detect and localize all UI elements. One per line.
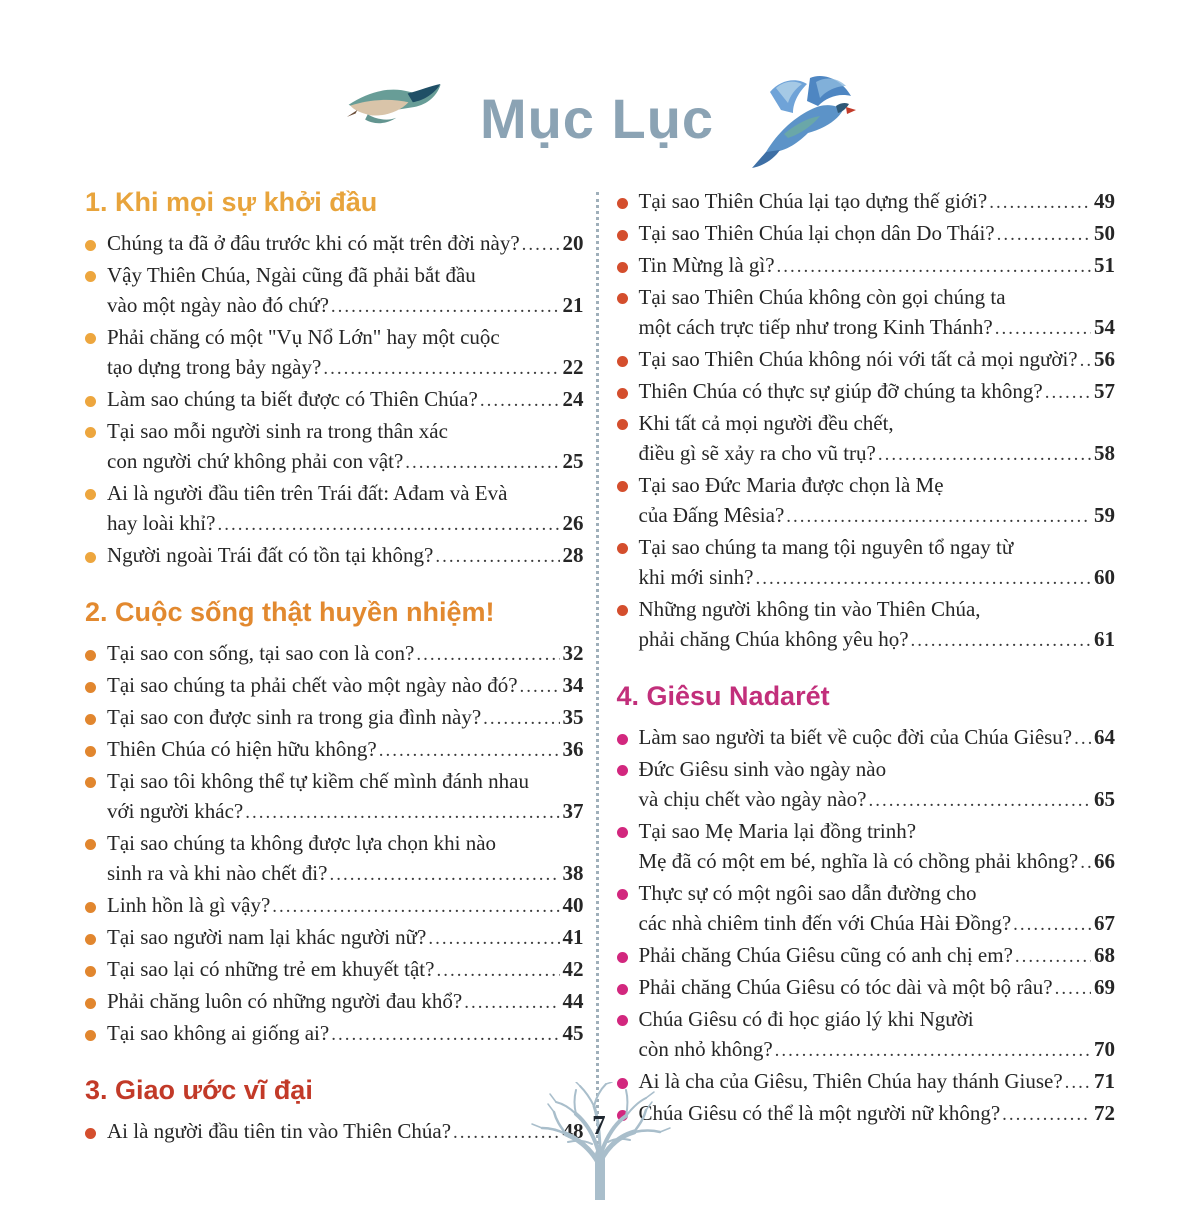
dot-leader	[464, 988, 559, 1018]
entry-text: Mẹ đã có một em bé, nghĩa là có chồng phải không?	[638, 849, 1079, 873]
entry-text: Tại sao chúng ta phải chết vào một ngày nào đó?	[107, 673, 518, 697]
toc-entry	[85, 890, 584, 922]
entry-page-number: 35	[562, 705, 584, 729]
toc-entry	[85, 478, 584, 540]
entry-page-number: 58	[1094, 441, 1115, 465]
entry-page-number: 38	[562, 861, 584, 885]
entry-text: Làm sao người ta biết về cuộc đời của Chúa Giêsu?	[638, 725, 1073, 749]
entry-text: Người ngoài Trái đất có tồn tại không?	[107, 543, 434, 567]
toc-entry	[617, 408, 1116, 470]
bullet-icon	[85, 396, 96, 407]
dot-leader	[416, 640, 559, 670]
bullet-icon	[85, 714, 96, 725]
bullet-icon	[617, 543, 628, 554]
toc-entry	[617, 218, 1116, 250]
entry-text: Tại sao Mẹ Maria lại đồng trinh?	[638, 819, 917, 843]
bullet-icon	[85, 489, 96, 500]
bullet-icon	[85, 650, 96, 661]
entry-text: Phải chăng có một "Vụ Nổ Lớn" hay một cuộc	[107, 325, 500, 349]
dot-leader	[1080, 346, 1091, 376]
entry-page-number: 45	[562, 1021, 584, 1045]
entry-text: Tại sao lại có những trẻ em khuyết tật?	[107, 957, 435, 981]
bullet-icon	[85, 746, 96, 757]
bullet-icon	[617, 984, 628, 995]
toc-entry	[85, 828, 584, 890]
bullet-icon	[85, 902, 96, 913]
toc-entry	[617, 722, 1116, 754]
toc-entry	[85, 922, 584, 954]
entry-page-number: 69	[1094, 975, 1115, 999]
entry-page-number: 66	[1094, 849, 1115, 873]
toc-entry	[617, 940, 1116, 972]
bullet-icon	[617, 827, 628, 838]
entry-text: Thiên Chúa có hiện hữu không?	[107, 737, 377, 761]
section-heading: 4. Giêsu Nadarét	[616, 681, 830, 711]
bullet-icon	[85, 777, 96, 788]
toc-column-right	[599, 186, 1116, 1148]
entry-text: Tại sao người nam lại khác người nữ?	[107, 925, 427, 949]
entry-page-number: 40	[562, 893, 584, 917]
entry-page-number: 65	[1094, 787, 1115, 811]
entry-page-number: 57	[1094, 379, 1115, 403]
dot-leader	[878, 440, 1091, 470]
entry-text: của Đấng Mêsia?	[638, 503, 785, 527]
entry-page-number: 60	[1094, 565, 1115, 589]
entry-page-number: 61	[1094, 627, 1115, 651]
toc-entry	[617, 816, 1116, 878]
entry-text: Đức Giêsu sinh vào ngày nào	[638, 757, 887, 781]
dot-leader	[786, 502, 1091, 532]
toc-entry	[617, 1098, 1116, 1130]
bullet-icon	[85, 934, 96, 945]
bullet-icon	[617, 262, 628, 273]
entry-text: hay loài khỉ?	[107, 511, 216, 535]
entry-text: Phải chăng Chúa Giêsu cũng có anh chị em?	[638, 943, 1013, 967]
dot-leader	[1080, 848, 1091, 878]
entry-page-number: 64	[1094, 725, 1115, 749]
toc-entry	[85, 986, 584, 1018]
entry-page-number: 25	[562, 449, 584, 473]
bullet-icon	[85, 333, 96, 344]
bullet-icon	[85, 1030, 96, 1041]
entry-page-number: 37	[562, 799, 584, 823]
toc-entry	[617, 594, 1116, 656]
entry-page-number: 50	[1094, 221, 1115, 245]
entry-text: tạo dựng trong bảy ngày?	[107, 355, 322, 379]
entry-text: Linh hồn là gì vậy?	[107, 893, 271, 917]
entry-page-number: 42	[562, 957, 584, 981]
toc-entry	[617, 282, 1116, 344]
dot-leader	[483, 704, 559, 734]
entry-text: Khi tất cả mọi người đều chết,	[638, 411, 894, 435]
dot-leader	[777, 252, 1091, 282]
toc-columns	[85, 186, 1115, 1148]
entry-text: Những người không tin vào Thiên Chúa,	[638, 597, 981, 621]
entry-page-number: 48	[562, 1119, 584, 1143]
dot-leader	[405, 448, 559, 478]
bullet-icon	[617, 293, 628, 304]
entry-text: Làm sao chúng ta biết được có Thiên Chúa?	[107, 387, 478, 411]
toc-entry	[617, 972, 1116, 1004]
bullet-icon	[85, 998, 96, 1009]
bullet-icon	[617, 230, 628, 241]
entry-text: Thực sự có một ngôi sao dẫn đường cho	[638, 881, 977, 905]
entry-page-number: 68	[1094, 943, 1115, 967]
entry-page-number: 28	[562, 543, 584, 567]
entry-text: Tin Mừng là gì?	[638, 253, 775, 277]
entry-text: vào một ngày nào đó chứ?	[107, 293, 329, 317]
toc-entry	[85, 384, 584, 416]
entry-text: với người khác?	[107, 799, 244, 823]
entry-text: sinh ra và khi nào chết đi?	[107, 861, 328, 885]
dot-leader	[1002, 1100, 1091, 1130]
toc-entry	[617, 344, 1116, 376]
dot-leader	[1074, 724, 1091, 754]
entry-text: Chúa Giêsu có thể là một người nữ không?	[638, 1101, 1001, 1125]
entry-text: khi mới sinh?	[638, 565, 754, 589]
page-header	[0, 58, 1200, 178]
toc-entry	[617, 470, 1116, 532]
toc-entry	[85, 540, 584, 572]
entry-page-number: 54	[1094, 315, 1115, 339]
entry-text: Tại sao mỗi người sinh ra trong thân xác	[107, 419, 448, 443]
toc-entry	[85, 954, 584, 986]
entry-text: Tại sao chúng ta không được lựa chọn khi nào	[107, 831, 497, 855]
small-bird-icon	[340, 78, 444, 147]
flying-bird-icon	[750, 72, 860, 177]
bullet-icon	[617, 734, 628, 745]
bullet-icon	[85, 240, 96, 251]
dot-leader	[435, 542, 559, 572]
entry-page-number: 49	[1094, 189, 1115, 213]
dot-leader	[989, 188, 1091, 218]
dot-leader	[245, 798, 559, 828]
toc-entry	[617, 186, 1116, 218]
entry-text: phải chăng Chúa không yêu họ?	[638, 627, 909, 651]
entry-page-number: 67	[1094, 911, 1115, 935]
dot-leader	[520, 672, 560, 702]
dot-leader	[379, 736, 560, 766]
toc-entry	[85, 228, 584, 260]
bullet-icon	[85, 552, 96, 563]
dot-leader	[436, 956, 559, 986]
entry-text: Chúa Giêsu có đi học giáo lý khi Người	[638, 1007, 974, 1031]
entry-text: Tại sao chúng ta mang tội nguyên tổ ngay từ	[638, 535, 1014, 559]
dot-leader	[1065, 1068, 1091, 1098]
entry-text: Tại sao Thiên Chúa không nói với tất cả mọi người?	[638, 347, 1078, 371]
toc-entry	[617, 1004, 1116, 1066]
entry-text: Tại sao con sống, tại sao con là con?	[107, 641, 415, 665]
entry-text: Tại sao không ai giống ai?	[107, 1021, 330, 1045]
bullet-icon	[617, 419, 628, 430]
toc-entry	[617, 532, 1116, 594]
toc-entry	[85, 1116, 584, 1148]
toc-column-left	[85, 186, 596, 1148]
entry-page-number: 41	[562, 925, 584, 949]
toc-entry	[617, 376, 1116, 408]
entry-text: Phải chăng Chúa Giêsu có tóc dài và một bộ râu?	[638, 975, 1053, 999]
entry-text: Tại sao con được sinh ra trong gia đình này?	[107, 705, 482, 729]
entry-page-number: 20	[562, 231, 584, 255]
toc-entry	[617, 878, 1116, 940]
entry-page-number: 59	[1094, 503, 1115, 527]
entry-text: một cách trực tiếp như trong Kinh Thánh?	[638, 315, 993, 339]
dot-leader	[997, 220, 1091, 250]
bullet-icon	[85, 682, 96, 693]
entry-text: Phải chăng luôn có những người đau khổ?	[107, 989, 463, 1013]
entry-page-number: 34	[562, 673, 584, 697]
toc-entry	[85, 702, 584, 734]
entry-text: Vậy Thiên Chúa, Ngài cũng đã phải bắt đầu	[107, 263, 476, 287]
dot-leader	[911, 626, 1091, 656]
entry-text: Tại sao tôi không thể tự kiềm chế mình đánh nhau	[107, 769, 529, 793]
dot-leader	[522, 230, 560, 260]
entry-page-number: 70	[1094, 1037, 1115, 1061]
entry-page-number: 21	[562, 293, 584, 317]
toc-entry	[617, 1066, 1116, 1098]
entry-text: Ai là cha của Giêsu, Thiên Chúa hay thánh Giuse?	[638, 1069, 1063, 1093]
entry-page-number: 24	[562, 387, 584, 411]
dot-leader	[272, 892, 559, 922]
entry-page-number: 26	[562, 511, 584, 535]
section-heading: 1. Khi mọi sự khởi đầu	[85, 187, 378, 217]
section-heading: 3. Giao ước vĩ đại	[85, 1075, 313, 1105]
page-title: Mục Lục	[479, 86, 715, 150]
entry-page-number: 32	[562, 641, 584, 665]
toc-entry	[85, 416, 584, 478]
bullet-icon	[617, 198, 628, 209]
dot-leader	[1055, 974, 1091, 1004]
entry-page-number: 56	[1094, 347, 1115, 371]
entry-page-number: 44	[562, 989, 584, 1013]
bullet-icon	[617, 952, 628, 963]
dot-leader	[755, 564, 1091, 594]
bullet-icon	[617, 481, 628, 492]
entry-text: Tại sao Thiên Chúa lại chọn dân Do Thái?	[638, 221, 995, 245]
toc-entry	[85, 734, 584, 766]
tree-icon	[520, 1082, 680, 1200]
dot-leader	[331, 292, 560, 322]
entry-text: điều gì sẽ xảy ra cho vũ trụ?	[638, 441, 876, 465]
dot-leader	[217, 510, 559, 540]
toc-entry	[85, 670, 584, 702]
entry-page-number: 22	[562, 355, 584, 379]
entry-page-number: 51	[1094, 253, 1115, 277]
bullet-icon	[617, 605, 628, 616]
dot-leader	[480, 386, 560, 416]
entry-text: Thiên Chúa có thực sự giúp đỡ chúng ta không?	[638, 379, 1043, 403]
entry-text: các nhà chiêm tinh đến với Chúa Hài Đồng?	[638, 911, 1012, 935]
section-heading: 2. Cuộc sống thật huyền nhiệm!	[85, 597, 495, 627]
entry-text: Chúng ta đã ở đâu trước khi có mặt trên đời này?	[107, 231, 520, 255]
folio-page-number: 7	[592, 1110, 606, 1140]
bullet-icon	[85, 966, 96, 977]
entry-text: Ai là người đầu tiên trên Trái đất: Ađam và Evà	[107, 481, 508, 505]
entry-page-number: 71	[1094, 1069, 1115, 1093]
dot-leader	[1015, 942, 1091, 972]
dot-leader	[995, 314, 1091, 344]
bullet-icon	[85, 427, 96, 438]
entry-page-number: 36	[562, 737, 584, 761]
toc-entry	[85, 322, 584, 384]
toc-entry	[617, 754, 1116, 816]
entry-text: Ai là người đầu tiên tin vào Thiên Chúa?	[107, 1119, 452, 1143]
toc-entry	[617, 250, 1116, 282]
dot-leader	[1013, 910, 1091, 940]
bullet-icon	[85, 839, 96, 850]
entry-text: Tại sao Đức Maria được chọn là Mẹ	[638, 473, 944, 497]
dot-leader	[331, 1020, 559, 1050]
entry-text: con người chứ không phải con vật?	[107, 449, 404, 473]
bullet-icon	[85, 1128, 96, 1139]
bullet-icon	[617, 889, 628, 900]
bullet-icon	[617, 356, 628, 367]
entry-text: Tại sao Thiên Chúa không còn gọi chúng ta	[638, 285, 1006, 309]
dot-leader	[428, 924, 559, 954]
bullet-icon	[617, 1015, 628, 1026]
entry-text: và chịu chết vào ngày nào?	[638, 787, 867, 811]
entry-text: Tại sao Thiên Chúa lại tạo dựng thế giới?	[638, 189, 988, 213]
bullet-icon	[617, 765, 628, 776]
dot-leader	[323, 354, 559, 384]
bullet-icon	[85, 271, 96, 282]
entry-page-number: 72	[1094, 1101, 1115, 1125]
page-footer	[520, 1082, 680, 1200]
entry-text: còn nhỏ không?	[638, 1037, 773, 1061]
toc-entry	[85, 260, 584, 322]
dot-leader	[869, 786, 1092, 816]
dot-leader	[329, 860, 559, 890]
dot-leader	[1045, 378, 1091, 408]
dot-leader	[775, 1036, 1091, 1066]
bullet-icon	[617, 388, 628, 399]
toc-entry	[85, 638, 584, 670]
toc-entry	[85, 1018, 584, 1050]
toc-entry	[85, 766, 584, 828]
